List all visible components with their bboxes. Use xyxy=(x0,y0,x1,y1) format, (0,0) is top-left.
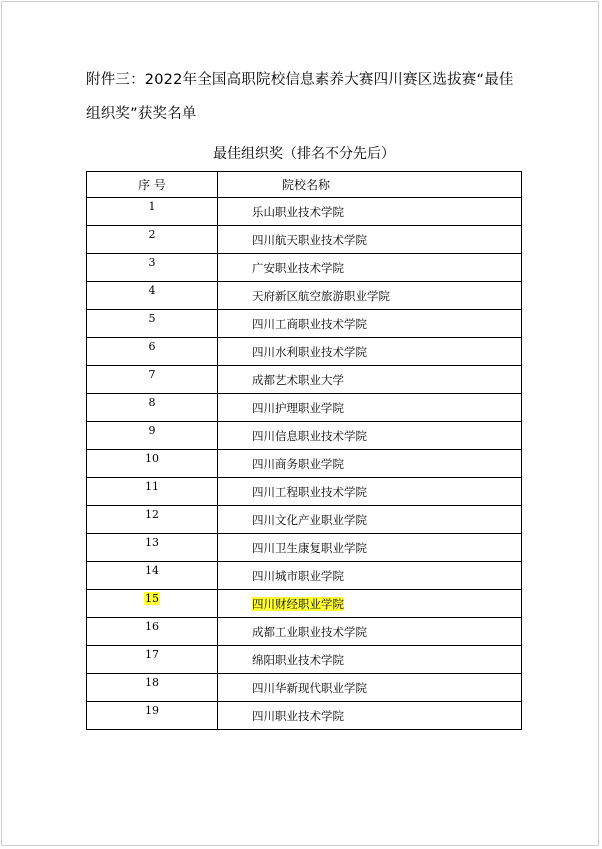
school-name: 四川工程职业技术学院 xyxy=(252,484,367,499)
school-name: 四川航天职业技术学院 xyxy=(252,232,367,247)
row-name-cell xyxy=(218,618,522,646)
row-index: 7 xyxy=(148,368,156,381)
row-name-cell xyxy=(218,674,522,702)
row-index: 13 xyxy=(145,536,159,549)
row-name-cell xyxy=(218,366,522,394)
row-index: 4 xyxy=(148,284,156,297)
row-name-cell xyxy=(218,702,522,730)
row-name-cell xyxy=(218,226,522,254)
row-index-cell xyxy=(87,478,218,506)
row-name-cell xyxy=(218,394,522,422)
table-row xyxy=(87,702,522,730)
table-row xyxy=(87,450,522,478)
table-row xyxy=(87,674,522,702)
row-name-cell xyxy=(218,310,522,338)
school-name: 四川华新现代职业学院 xyxy=(252,680,367,695)
row-index: 1 xyxy=(148,200,156,213)
row-index-cell xyxy=(87,702,218,730)
table-row xyxy=(87,198,522,226)
row-name-cell xyxy=(218,590,522,618)
school-name: 四川工商职业技术学院 xyxy=(252,316,367,331)
school-name: 广安职业技术学院 xyxy=(252,260,344,275)
row-index: 17 xyxy=(145,648,159,661)
row-name-cell xyxy=(218,478,522,506)
table-row xyxy=(87,562,522,590)
row-index: 12 xyxy=(145,508,159,521)
table-row xyxy=(87,366,522,394)
row-index-cell xyxy=(87,590,218,618)
row-name-cell xyxy=(218,534,522,562)
row-index-cell xyxy=(87,282,218,310)
row-index: 10 xyxy=(145,452,159,465)
row-index: 5 xyxy=(148,312,156,325)
school-name: 四川财经职业学院 xyxy=(252,596,344,611)
school-name: 四川护理职业学院 xyxy=(252,400,344,415)
school-name: 天府新区航空旅游职业学院 xyxy=(252,288,390,303)
table-row xyxy=(87,618,522,646)
row-index-cell xyxy=(87,338,218,366)
table-row xyxy=(87,254,522,282)
row-index: 14 xyxy=(145,564,159,577)
school-name: 四川卫生康复职业学院 xyxy=(252,540,367,555)
school-name: 成都艺术职业大学 xyxy=(252,372,344,387)
row-index: 18 xyxy=(145,676,159,689)
school-name: 四川水利职业技术学院 xyxy=(252,344,367,359)
row-index: 16 xyxy=(145,620,159,633)
row-index: 3 xyxy=(148,256,156,269)
row-index: 2 xyxy=(148,228,156,241)
award-table xyxy=(86,171,522,730)
row-index: 6 xyxy=(148,340,156,353)
table-row xyxy=(87,534,522,562)
row-name-cell xyxy=(218,254,522,282)
table-body xyxy=(87,198,522,730)
school-name: 四川商务职业学院 xyxy=(252,456,344,471)
row-index-cell xyxy=(87,254,218,282)
row-name-cell xyxy=(218,198,522,226)
school-name: 四川职业技术学院 xyxy=(252,708,344,723)
header-index: 序 号 xyxy=(87,172,218,198)
table-row xyxy=(87,310,522,338)
row-index-cell xyxy=(87,618,218,646)
row-index-cell xyxy=(87,506,218,534)
school-name: 绵阳职业技术学院 xyxy=(252,652,344,667)
row-name-cell xyxy=(218,646,522,674)
row-name-cell xyxy=(218,282,522,310)
school-name: 四川文化产业职业学院 xyxy=(252,512,367,527)
table-row xyxy=(87,394,522,422)
table-row xyxy=(87,590,522,618)
table-row xyxy=(87,226,522,254)
row-name-cell xyxy=(218,562,522,590)
table-row xyxy=(87,478,522,506)
header-name: 院校名称 xyxy=(218,172,522,198)
row-name-cell xyxy=(218,422,522,450)
document-title: 附件三：2022年全国高职院校信息素养大赛四川赛区选拔赛“最佳组织奖”获奖名单 xyxy=(86,72,514,122)
row-index: 9 xyxy=(148,424,156,437)
row-index-cell xyxy=(87,394,218,422)
row-name-cell xyxy=(218,450,522,478)
row-index-cell xyxy=(87,366,218,394)
table-header-row xyxy=(87,172,522,198)
table-row xyxy=(87,646,522,674)
school-name: 成都工业职业技术学院 xyxy=(252,624,367,639)
row-index-cell xyxy=(87,646,218,674)
row-index-cell xyxy=(87,198,218,226)
table-title: 最佳组织奖（排名不分先后） xyxy=(213,146,395,162)
school-name: 四川信息职业技术学院 xyxy=(252,428,367,443)
table-row xyxy=(87,282,522,310)
table-row xyxy=(87,422,522,450)
table-row xyxy=(87,506,522,534)
row-index-cell xyxy=(87,674,218,702)
row-name-cell xyxy=(218,338,522,366)
row-index: 15 xyxy=(145,592,159,605)
row-index-cell xyxy=(87,450,218,478)
row-index-cell xyxy=(87,422,218,450)
school-name: 乐山职业技术学院 xyxy=(252,204,344,219)
table-row xyxy=(87,338,522,366)
row-index-cell xyxy=(87,562,218,590)
row-index: 11 xyxy=(145,480,159,493)
row-index-cell xyxy=(87,534,218,562)
row-index: 19 xyxy=(145,704,159,717)
row-name-cell xyxy=(218,506,522,534)
school-name: 四川城市职业学院 xyxy=(252,568,344,583)
row-index-cell xyxy=(87,226,218,254)
row-index: 8 xyxy=(148,396,156,409)
row-index-cell xyxy=(87,310,218,338)
